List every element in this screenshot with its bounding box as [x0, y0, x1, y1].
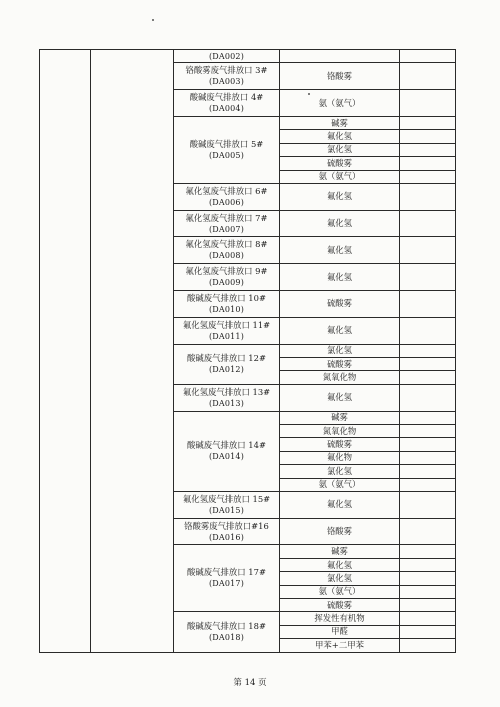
outlet-code: (DA007) — [208, 224, 245, 234]
pollutant-cell: 硫酸雾 — [280, 599, 400, 612]
pollutant-cell: 氯化氢 — [280, 143, 400, 156]
pollutant-cell: 甲苯+二甲苯 — [280, 639, 400, 652]
pollutant-cell: 铬酸雾 — [280, 63, 400, 90]
outlet-name: 酸碱废气排放口 17# — [187, 567, 266, 578]
remark-cell — [400, 438, 456, 451]
remark-cell — [400, 50, 456, 63]
outlet-cell — [174, 344, 280, 384]
outlet-code: (DA015) — [208, 505, 245, 515]
outlet-name: 酸碱废气排放口 5# — [189, 138, 264, 149]
outlet-code: (DA012) — [208, 365, 245, 375]
pollutant-cell: 氟化物 — [280, 451, 400, 464]
remark-cell — [400, 411, 456, 424]
pollutant-cell: 氨（氨气） — [280, 585, 400, 598]
remark-cell — [400, 344, 456, 357]
outlet-cell — [174, 50, 280, 63]
remark-cell — [400, 599, 456, 612]
pollutant-cell: 氟化氢 — [280, 210, 400, 237]
outlet-cell — [174, 411, 280, 491]
outlet-code: (DA008) — [208, 251, 245, 261]
pollutant-cell: 氨（氨气） — [280, 90, 400, 117]
remark-cell — [400, 291, 456, 318]
outlet-cell — [174, 291, 280, 318]
outlet-cell — [174, 183, 280, 210]
outlet-name: 酸碱废气排放口 4# — [189, 92, 264, 103]
remark-cell — [400, 357, 456, 370]
pollutant-cell: 挥发性有机物 — [280, 612, 400, 625]
remark-cell — [400, 451, 456, 464]
remark-cell — [400, 130, 456, 143]
pollutant-cell: 氨（氨气） — [280, 478, 400, 491]
remark-cell — [400, 639, 456, 652]
table-body — [40, 50, 456, 653]
outlet-name: 酸碱废气排放口 10# — [187, 292, 266, 303]
emission-outlet-table — [39, 49, 456, 653]
outlet-code: (DA002) — [208, 51, 245, 61]
pollutant-cell: 甲醛 — [280, 625, 400, 638]
pollutant-cell: 氯化氢 — [280, 465, 400, 478]
remark-cell — [400, 116, 456, 129]
remark-cell — [400, 625, 456, 638]
outlet-name: 氟化氢废气排放口 9# — [185, 266, 268, 277]
outlet-cell — [174, 545, 280, 612]
category-cell — [91, 50, 174, 653]
remark-cell — [400, 518, 456, 545]
pollutant-cell: 氯化氢 — [280, 572, 400, 585]
outlet-code: (DA005) — [208, 150, 245, 160]
pollutant-cell — [280, 50, 400, 63]
outlet-cell — [174, 491, 280, 518]
remark-cell — [400, 143, 456, 156]
outlet-cell — [174, 210, 280, 237]
remark-cell — [400, 612, 456, 625]
outlet-code: (DA017) — [208, 579, 245, 589]
outlet-name: 氟化氢废气排放口 7# — [185, 212, 268, 223]
pollutant-cell: 硫酸雾 — [280, 438, 400, 451]
outlet-name: 氟化氢废气排放口 11# — [182, 319, 271, 330]
pollutant-cell: 铬酸雾 — [280, 518, 400, 545]
pollutant-cell: 碱雾 — [280, 116, 400, 129]
outlet-name: 铬酸雾废气排放口 3# — [185, 65, 268, 76]
pollutant-cell: 氟化氢 — [280, 491, 400, 518]
page-footer: 第 14 页 — [233, 678, 267, 688]
outlet-cell — [174, 264, 280, 291]
outlet-code: (DA010) — [208, 304, 245, 314]
pollutant-cell: 硫酸雾 — [280, 357, 400, 370]
outlet-cell — [174, 116, 280, 183]
pollutant-cell: 氟化氢 — [280, 264, 400, 291]
remark-cell — [400, 170, 456, 183]
pollutant-cell: 硫酸雾 — [280, 157, 400, 170]
remark-cell — [400, 465, 456, 478]
outlet-cell — [174, 317, 280, 344]
scan-speck — [152, 19, 154, 21]
table-row — [40, 50, 456, 63]
outlet-name: 酸碱废气排放口 14# — [187, 440, 266, 451]
outlet-name: 氟化氢废气排放口 13# — [182, 386, 271, 397]
outlet-code: (DA013) — [208, 398, 245, 408]
pollutant-cell: 氯化氢 — [280, 344, 400, 357]
outlet-name: 氟化氢废气排放口 15# — [182, 493, 271, 504]
pollutant-cell: 氟化氢 — [280, 130, 400, 143]
pollutant-cell: 氟化氢 — [280, 317, 400, 344]
outlet-code: (DA003) — [208, 77, 245, 87]
pollutant-cell: 氮氧化物 — [280, 371, 400, 384]
pollutant-cell: 氟化氢 — [280, 183, 400, 210]
outlet-name: 酸碱废气排放口 18# — [187, 620, 266, 631]
outlet-code: (DA014) — [208, 452, 245, 462]
remark-cell — [400, 317, 456, 344]
remark-cell — [400, 237, 456, 264]
outlet-name: 铬酸雾废气排放口#16 — [184, 520, 269, 531]
seq-cell — [40, 50, 91, 653]
pollutant-cell: 氮氧化物 — [280, 424, 400, 437]
outlet-code: (DA011) — [208, 331, 245, 341]
pollutant-cell: 硫酸雾 — [280, 291, 400, 318]
remark-cell — [400, 183, 456, 210]
remark-cell — [400, 558, 456, 571]
outlet-cell — [174, 518, 280, 545]
outlet-cell — [174, 237, 280, 264]
outlet-code: (DA004) — [208, 104, 245, 114]
remark-cell — [400, 264, 456, 291]
outlet-code: (DA018) — [208, 632, 245, 642]
remark-cell — [400, 63, 456, 90]
pollutant-cell: 氟化氢 — [280, 384, 400, 411]
outlet-name: 氟化氢废气排放口 8# — [185, 239, 268, 250]
outlet-cell — [174, 612, 280, 652]
remark-cell — [400, 90, 456, 117]
remark-cell — [400, 424, 456, 437]
remark-cell — [400, 384, 456, 411]
remark-cell — [400, 545, 456, 558]
remark-cell — [400, 157, 456, 170]
remark-cell — [400, 210, 456, 237]
remark-cell — [400, 371, 456, 384]
pollutant-cell: 氟化氢 — [280, 237, 400, 264]
outlet-name: 酸碱废气排放口 12# — [187, 353, 266, 364]
outlet-cell — [174, 384, 280, 411]
pollutant-cell: 碱雾 — [280, 411, 400, 424]
remark-cell — [400, 585, 456, 598]
pollutant-cell: 碱雾 — [280, 545, 400, 558]
pollutant-cell: 氟化氢 — [280, 558, 400, 571]
pollutant-cell: 氨（氨气） — [280, 170, 400, 183]
outlet-name: 氟化氢废气排放口 6# — [185, 185, 268, 196]
outlet-code: (DA009) — [208, 278, 245, 288]
remark-cell — [400, 478, 456, 491]
remark-cell — [400, 572, 456, 585]
outlet-cell — [174, 63, 280, 90]
outlet-code: (DA016) — [208, 532, 245, 542]
outlet-cell — [174, 90, 280, 117]
outlet-code: (DA006) — [208, 197, 245, 207]
remark-cell — [400, 491, 456, 518]
